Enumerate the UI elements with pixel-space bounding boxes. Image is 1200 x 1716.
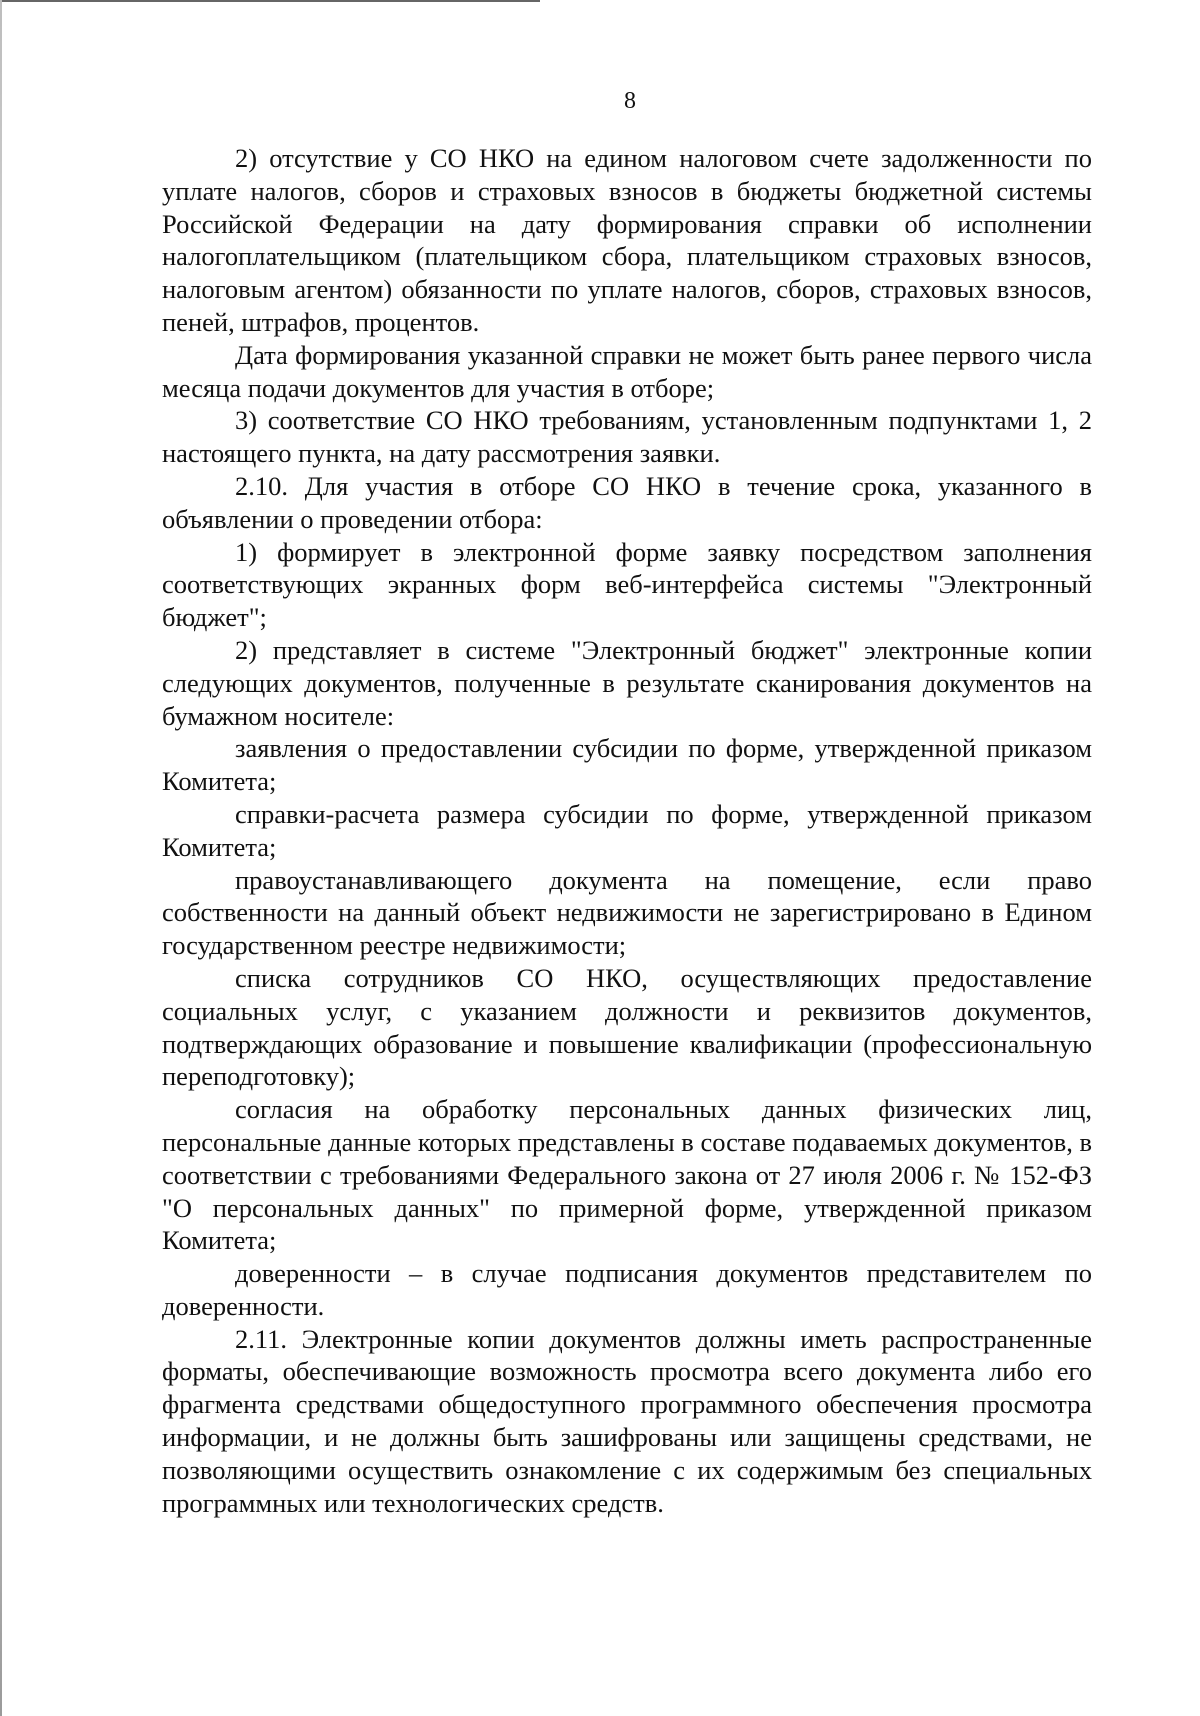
paragraph-2-10: 2.10. Для участия в отборе СО НКО в течение срока, указанного в объявлении о проведении отбора: (162, 470, 1092, 534)
paragraph-doc-consent: согласия на обработку персональных данных физических лиц, персональные данные которых представлены в составе подаваемых документов, в соответствии с требованиями Федерального закона от 27 июля 2006 г. № 152-ФЗ "О персональных данных" по примерной форме, утвержденной приказом Комитета; (162, 1094, 1092, 1256)
document-body (162, 142, 1092, 1519)
paragraph-item-2-no-tax-debt: 2) отсутствие у СО НКО на едином налоговом счете задолженности по уплате налогов, сборов и страховых взносов в бюджеты бюджетной системы Российской Федерации на дату формирования справки об исполнении налогоплательщиком (плательщиком сбора, плательщиком страховых взносов, налоговым агентом) обязанности по уплате налогов, сборов, страховых взносов, пеней, штрафов, процентов. (162, 143, 1092, 337)
paragraph-doc-application: заявления о предоставлении субсидии по форме, утвержденной приказом Комитета; (162, 733, 1092, 797)
page-number: 8 (624, 88, 636, 114)
paragraph-doc-staff-list: списка сотрудников СО НКО, осуществляющих предоставление социальных услуг, с указанием должности и реквизитов документов, подтверждающих образование и повышение квалификации (профессиональную переподготовку); (162, 962, 1092, 1092)
paragraph-2-10-item-1: 1) формирует в электронной форме заявку посредством заполнения соответствующих экранных форм веб-интерфейса системы "Электронный бюджет"; (162, 536, 1092, 633)
paragraph-doc-calculation: справки-расчета размера субсидии по форме, утвержденной приказом Комитета; (162, 798, 1092, 862)
paragraph-doc-title-deed: правоустанавливающего документа на помещение, если право собственности на данный объект недвижимости не зарегистрировано в Едином государственном реестре недвижимости; (162, 864, 1092, 961)
paragraph-item-3-compliance: 3) соответствие СО НКО требованиям, установленным подпунктами 1, 2 настоящего пункта, на дату рассмотрения заявки. (162, 405, 1092, 469)
paragraph-2-11: 2.11. Электронные копии документов должны иметь распространенные форматы, обеспечивающие возможность просмотра всего документа либо его фрагмента средствами общедоступного программного обеспечения просмотра информации, и не должны быть зашифрованы или защищены средствами, не позволяющими осуществить ознакомление с их содержимым без специальных программных или технологических средств. (162, 1323, 1092, 1518)
paragraph-certificate-date: Дата формирования указанной справки не может быть ранее первого числа месяца подачи документов для участия в отборе; (162, 339, 1092, 403)
paragraph-doc-power-of-attorney: доверенности – в случае подписания документов представителем по доверенности. (162, 1258, 1092, 1321)
paragraph-2-10-item-2: 2) представляет в системе "Электронный бюджет" электронные копии следующих документов, полученные в результате сканирования документов на бумажном носителе: (162, 634, 1092, 731)
scan-left-edge (0, 0, 2, 1716)
scan-top-border (0, 0, 540, 2)
